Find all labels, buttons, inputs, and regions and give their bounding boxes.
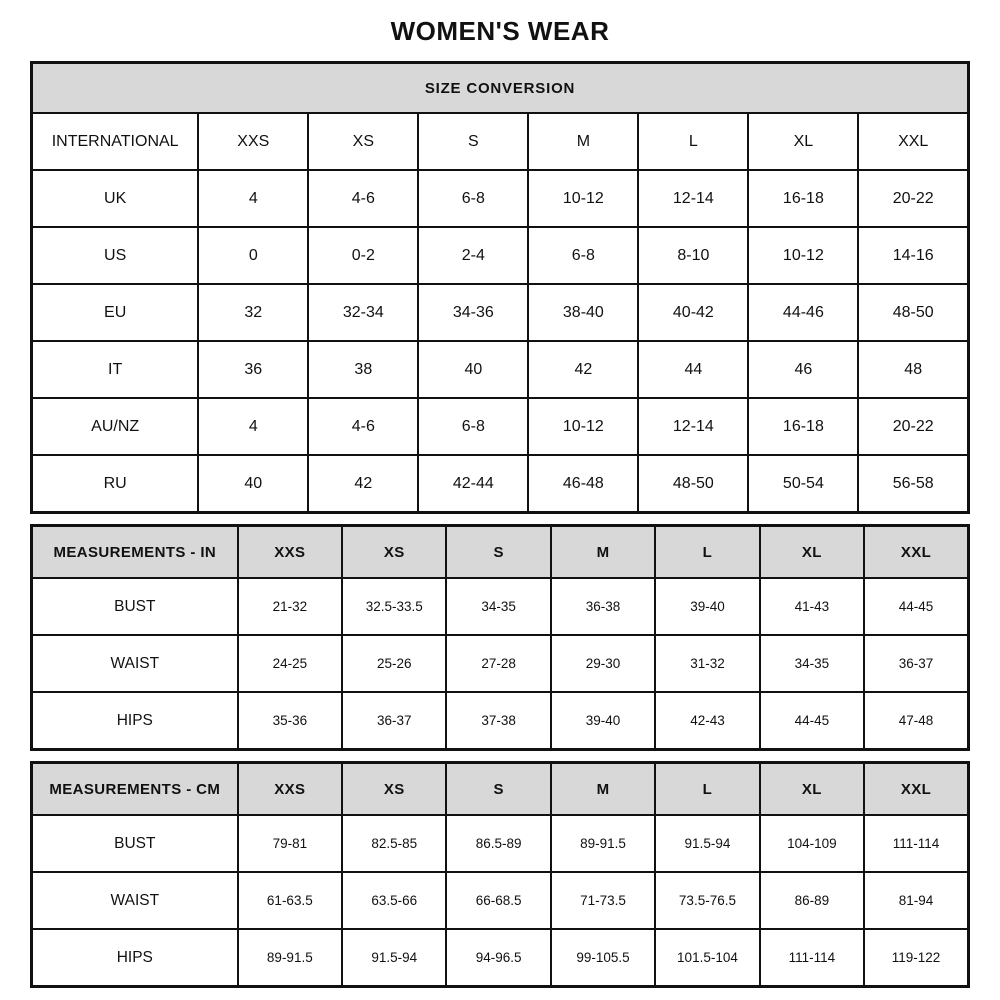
table-cell: 71-73.5 bbox=[551, 872, 655, 929]
row-label: HIPS bbox=[32, 929, 238, 987]
table-cell: 6-8 bbox=[528, 227, 638, 284]
table-cell: 73.5-76.5 bbox=[655, 872, 759, 929]
table-cell: 42 bbox=[308, 455, 418, 513]
table-cell: 40-42 bbox=[638, 284, 748, 341]
table-cell: 41-43 bbox=[760, 578, 864, 635]
table-cell: 38 bbox=[308, 341, 418, 398]
table-cell: 42-43 bbox=[655, 692, 759, 750]
table-row bbox=[32, 872, 969, 929]
size-header: S bbox=[418, 113, 528, 170]
table-cell: 2-4 bbox=[418, 227, 528, 284]
table-cell: 63.5-66 bbox=[342, 872, 446, 929]
page-title: WOMEN'S WEAR bbox=[390, 16, 610, 46]
row-label: RU bbox=[32, 455, 199, 513]
table-cell: 12-14 bbox=[638, 398, 748, 455]
size-header: XS bbox=[342, 763, 446, 816]
table-cell: 36-37 bbox=[342, 692, 446, 750]
size-header: XXL bbox=[864, 763, 968, 816]
table-cell: 61-63.5 bbox=[238, 872, 342, 929]
size-header: XXL bbox=[864, 526, 968, 579]
table-cell: 44-45 bbox=[760, 692, 864, 750]
row-label: HIPS bbox=[32, 692, 238, 750]
table-title: MEASUREMENTS - CM bbox=[32, 763, 238, 816]
row-label: EU bbox=[32, 284, 199, 341]
table-cell: 20-22 bbox=[858, 170, 968, 227]
table-cell: 36-38 bbox=[551, 578, 655, 635]
size-header: XS bbox=[342, 526, 446, 579]
table-cell: 99-105.5 bbox=[551, 929, 655, 987]
table-cell: 42 bbox=[528, 341, 638, 398]
table-cell: 48 bbox=[858, 341, 968, 398]
table-cell: 35-36 bbox=[238, 692, 342, 750]
size-header: M bbox=[551, 526, 655, 579]
table-cell: 94-96.5 bbox=[446, 929, 550, 987]
table-cell: 34-35 bbox=[760, 635, 864, 692]
size-header: L bbox=[655, 526, 759, 579]
table-cell: 32 bbox=[198, 284, 308, 341]
table-cell: 48-50 bbox=[638, 455, 748, 513]
size-header: XL bbox=[748, 113, 858, 170]
row-label: UK bbox=[32, 170, 199, 227]
table-cell: 111-114 bbox=[864, 815, 968, 872]
table-cell: 91.5-94 bbox=[342, 929, 446, 987]
size-header: S bbox=[446, 526, 550, 579]
table-cell: 86.5-89 bbox=[446, 815, 550, 872]
table-cell: 31-32 bbox=[655, 635, 759, 692]
table-cell: 0-2 bbox=[308, 227, 418, 284]
table-cell: 101.5-104 bbox=[655, 929, 759, 987]
table-row bbox=[32, 455, 969, 513]
table-cell: 14-16 bbox=[858, 227, 968, 284]
table-cell: 24-25 bbox=[238, 635, 342, 692]
table-cell: 4 bbox=[198, 398, 308, 455]
row-label: US bbox=[32, 227, 199, 284]
table-cell: 44-45 bbox=[864, 578, 968, 635]
row-label: BUST bbox=[32, 578, 238, 635]
table-row bbox=[32, 341, 969, 398]
table-cell: 34-36 bbox=[418, 284, 528, 341]
table-cell: 42-44 bbox=[418, 455, 528, 513]
table-cell: 25-26 bbox=[342, 635, 446, 692]
table-cell: 21-32 bbox=[238, 578, 342, 635]
table-cell: 44-46 bbox=[748, 284, 858, 341]
size-conversion-table bbox=[30, 61, 970, 514]
table-row bbox=[32, 284, 969, 341]
size-header: L bbox=[638, 113, 748, 170]
row-label: INTERNATIONAL bbox=[32, 113, 199, 170]
table-cell: 48-50 bbox=[858, 284, 968, 341]
table-cell: 6-8 bbox=[418, 398, 528, 455]
table-cell: 47-48 bbox=[864, 692, 968, 750]
table-header-row bbox=[32, 763, 969, 816]
table-cell: 8-10 bbox=[638, 227, 748, 284]
table-row bbox=[32, 170, 969, 227]
table-cell: 56-58 bbox=[858, 455, 968, 513]
table-cell: 81-94 bbox=[864, 872, 968, 929]
row-label: AU/NZ bbox=[32, 398, 199, 455]
size-header: XXS bbox=[198, 113, 308, 170]
table-cell: 82.5-85 bbox=[342, 815, 446, 872]
table-cell: 40 bbox=[198, 455, 308, 513]
table-cell: 37-38 bbox=[446, 692, 550, 750]
table-title: SIZE CONVERSION bbox=[32, 63, 969, 114]
table-cell: 32-34 bbox=[308, 284, 418, 341]
table-cell: 38-40 bbox=[528, 284, 638, 341]
table-cell: 39-40 bbox=[551, 692, 655, 750]
table-cell: 91.5-94 bbox=[655, 815, 759, 872]
table-cell: 16-18 bbox=[748, 398, 858, 455]
table-cell: 34-35 bbox=[446, 578, 550, 635]
table-cell: 44 bbox=[638, 341, 748, 398]
table-cell: 36-37 bbox=[864, 635, 968, 692]
table-cell: 6-8 bbox=[418, 170, 528, 227]
table-cell: 39-40 bbox=[655, 578, 759, 635]
row-label: BUST bbox=[32, 815, 238, 872]
table-row bbox=[32, 929, 969, 987]
table-cell: 0 bbox=[198, 227, 308, 284]
table-cell: 20-22 bbox=[858, 398, 968, 455]
table-cell: 16-18 bbox=[748, 170, 858, 227]
table-cell: 89-91.5 bbox=[238, 929, 342, 987]
table-cell: 32.5-33.5 bbox=[342, 578, 446, 635]
table-cell: 119-122 bbox=[864, 929, 968, 987]
table-cell: 40 bbox=[418, 341, 528, 398]
table-cell: 10-12 bbox=[528, 398, 638, 455]
table-cell: 36 bbox=[198, 341, 308, 398]
size-header: XS bbox=[308, 113, 418, 170]
table-cell: 50-54 bbox=[748, 455, 858, 513]
table-cell: 4-6 bbox=[308, 398, 418, 455]
measurements-in-table bbox=[30, 524, 970, 751]
table-cell: 66-68.5 bbox=[446, 872, 550, 929]
size-header: XL bbox=[760, 526, 864, 579]
size-header: S bbox=[446, 763, 550, 816]
row-label: IT bbox=[32, 341, 199, 398]
size-header: XXL bbox=[858, 113, 968, 170]
table-cell: 10-12 bbox=[748, 227, 858, 284]
table-cell: 46 bbox=[748, 341, 858, 398]
table-row bbox=[32, 227, 969, 284]
table-row bbox=[32, 692, 969, 750]
table-title: MEASUREMENTS - IN bbox=[32, 526, 238, 579]
table-cell: 104-109 bbox=[760, 815, 864, 872]
table-cell: 10-12 bbox=[528, 170, 638, 227]
size-header: XXS bbox=[238, 763, 342, 816]
table-cell: 86-89 bbox=[760, 872, 864, 929]
size-header: L bbox=[655, 763, 759, 816]
table-header-row bbox=[32, 526, 969, 579]
row-label: WAIST bbox=[32, 635, 238, 692]
size-header: XL bbox=[760, 763, 864, 816]
row-label: WAIST bbox=[32, 872, 238, 929]
table-cell: 12-14 bbox=[638, 170, 748, 227]
table-cell: 46-48 bbox=[528, 455, 638, 513]
table-cell: 79-81 bbox=[238, 815, 342, 872]
table-cell: 89-91.5 bbox=[551, 815, 655, 872]
table-row bbox=[32, 398, 969, 455]
table-cell: 27-28 bbox=[446, 635, 550, 692]
measurements-cm-table bbox=[30, 761, 970, 988]
table-row bbox=[32, 635, 969, 692]
table-cell: 4 bbox=[198, 170, 308, 227]
table-cell: 4-6 bbox=[308, 170, 418, 227]
size-header: M bbox=[528, 113, 638, 170]
size-header: XXS bbox=[238, 526, 342, 579]
table-header-row bbox=[32, 113, 969, 170]
table-cell: 29-30 bbox=[551, 635, 655, 692]
table-title-row bbox=[32, 63, 969, 114]
table-row bbox=[32, 815, 969, 872]
table-cell: 111-114 bbox=[760, 929, 864, 987]
table-row bbox=[32, 578, 969, 635]
size-header: M bbox=[551, 763, 655, 816]
